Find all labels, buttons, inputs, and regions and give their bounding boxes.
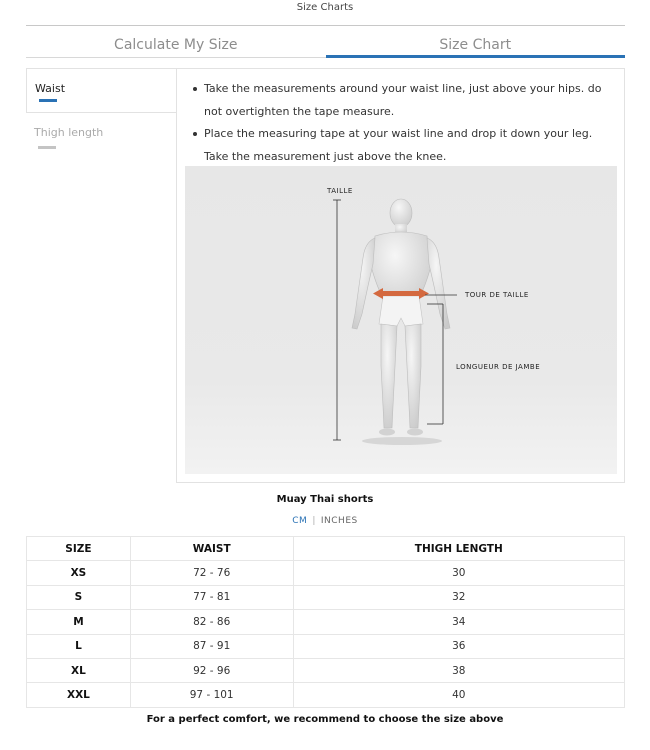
table-row	[27, 658, 625, 682]
leg-length-label: LONGUEUR DE JAMBE	[456, 363, 541, 371]
instruction-item: Place the measuring tape at your waist line and drop it down your leg. Take the measurement just above the knee.	[204, 123, 612, 168]
size-cell: M	[27, 610, 131, 634]
divider	[26, 57, 326, 58]
waist-cell: 77 - 81	[130, 585, 293, 609]
tab-size-chart[interactable]: Size Chart	[326, 26, 626, 58]
sidebar-item-label: Waist	[35, 82, 66, 95]
table-row	[27, 634, 625, 658]
page-title: Size Charts	[296, 2, 354, 13]
thigh-length-cell: 38	[293, 658, 624, 682]
table-row	[27, 683, 625, 707]
inactive-indicator	[38, 146, 56, 149]
height-label: TAILLE	[327, 187, 353, 195]
unit-cm-button[interactable]: CM	[292, 516, 308, 526]
thigh-length-cell: 40	[293, 683, 624, 707]
thigh-length-cell: 32	[293, 585, 624, 609]
unit-inches-button[interactable]: INCHES	[320, 516, 358, 526]
waist-cell: 72 - 76	[130, 561, 293, 585]
waist-cell: 87 - 91	[130, 634, 293, 658]
thigh-length-cell: 30	[293, 561, 624, 585]
active-indicator	[39, 99, 57, 102]
product-title: Muay Thai shorts	[276, 494, 374, 505]
sidebar-item-thigh-length[interactable]	[26, 113, 177, 159]
table-header-row	[27, 537, 625, 561]
column-header-thigh-length: THIGH LENGTH	[293, 537, 624, 561]
sidebar-item-waist[interactable]	[26, 68, 177, 113]
thigh-length-cell: 34	[293, 610, 624, 634]
size-cell: XS	[27, 561, 131, 585]
waist-cell: 97 - 101	[130, 683, 293, 707]
measurement-sidebar	[26, 68, 177, 159]
measurement-panel	[26, 68, 625, 483]
mannequin-figure	[185, 166, 617, 474]
size-cell: XXL	[27, 683, 131, 707]
table-row	[27, 585, 625, 609]
size-cell: XL	[27, 658, 131, 682]
sidebar-item-label: Thigh length	[34, 126, 104, 139]
size-cell: L	[27, 634, 131, 658]
table-row	[27, 610, 625, 634]
footer-note: For a perfect comfort, we recommend to choose the size above	[146, 714, 504, 725]
table-row	[27, 561, 625, 585]
waist-label: TOUR DE TAILLE	[465, 291, 529, 299]
waist-cell: 92 - 96	[130, 658, 293, 682]
thigh-length-cell: 36	[293, 634, 624, 658]
tab-calculate-my-size[interactable]: Calculate My Size	[114, 37, 238, 53]
unit-toggle	[0, 516, 650, 526]
column-header-waist: WAIST	[130, 537, 293, 561]
waist-cell: 82 - 86	[130, 610, 293, 634]
instruction-item: Take the measurements around your waist line, just above your hips. do not overtighten the tape measure.	[204, 78, 612, 123]
size-cell: S	[27, 585, 131, 609]
unit-separator: |	[312, 516, 316, 526]
tab-bar	[26, 26, 625, 58]
column-header-size: SIZE	[27, 537, 131, 561]
size-table	[26, 536, 625, 708]
measurement-content	[176, 68, 625, 483]
mannequin-figure-icon	[185, 166, 617, 474]
instruction-list	[177, 69, 624, 168]
